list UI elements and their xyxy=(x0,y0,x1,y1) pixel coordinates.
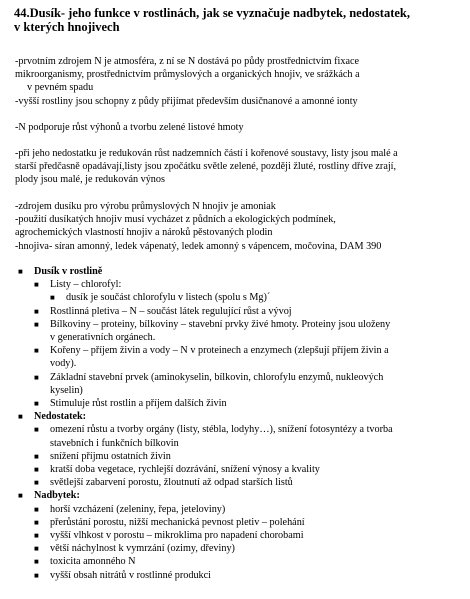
list-item: ■ Listy – chlorofyl: xyxy=(34,279,122,291)
paragraph-nitrogen-sources xyxy=(15,55,460,108)
text-line: plody jsou malé, je redukován výnos xyxy=(15,174,165,186)
section-heading: ■ Nedostatek: xyxy=(18,411,87,423)
bullet-icon: ■ xyxy=(34,280,39,290)
text-line: agrochemických vlastností hnojiv a nároků pěstovaných plodin xyxy=(15,227,273,239)
list-item: ■ světlejší zabarvení porostu, žloutnutí až odpad starších listů xyxy=(34,477,293,489)
bullet-icon: ■ xyxy=(34,517,39,527)
bullet-icon: ■ xyxy=(18,491,23,501)
paragraph-fertilizers xyxy=(15,200,460,253)
list-item: ■ Základní stavební prvek (aminokyselin, bílkovin, chlorofylu enzymů, nukleových kyselin) xyxy=(34,371,384,396)
list-item: ■ omezení růstu a tvorby orgány (listy, stébla, lodyhy…), snížení fotosyntézy a tvorba stavebních i funkčních bílkovin xyxy=(34,424,393,449)
text-line: starší předčasně opadávají,listy jsou zpočátku světle zelené, později žluté, rostliny dříve zrají, xyxy=(15,161,397,173)
text-line: -hnojiva- síran amonný, ledek vápenatý, ledek amonný s vápencem, močovina, DAM 390 xyxy=(15,240,382,252)
text-line: -zdrojem dusíku pro výrobu průmyslových N hnojiv je amoniak xyxy=(15,201,276,212)
bullet-icon: ■ xyxy=(34,425,39,435)
text-line: -N podporuje růst výhonů a tvorbu zelené listové hmoty xyxy=(15,122,244,133)
bullet-icon: ■ xyxy=(34,544,39,554)
text-line: mikroorganismy, prostřednictvím průmyslových a organických hnojiv, ve srážkách a xyxy=(15,69,360,81)
bullet-icon: ■ xyxy=(34,531,39,541)
list-item: ■ snížení příjmu ostatních živin xyxy=(34,450,171,462)
text-line: -prvotním zdrojem N je atmosféra, z ní se N dostává po půdy prostřednictvím fixace xyxy=(15,56,360,67)
text-line: v pevném spadu xyxy=(27,82,94,94)
bullet-icon: ■ xyxy=(34,504,39,514)
list-item: ■ toxicita amonného N xyxy=(34,556,136,568)
text-line: -použití dusíkatých hnojiv musí vycházet z půdních a ekologických podmínek, xyxy=(15,214,336,226)
list-item: ■ přerůstání porostu, nižší mechanická pevnost pletiv – polehání xyxy=(34,516,305,528)
title-line: v kterých hnojivech xyxy=(14,20,120,34)
bullet-icon: ■ xyxy=(34,557,39,567)
bullet-icon: ■ xyxy=(34,306,39,316)
list-item: ■ Stimuluje růst rostlin a příjem dalších živin xyxy=(34,398,227,410)
bullet-icon: ■ xyxy=(34,372,39,382)
bullet-icon: ■ xyxy=(34,346,39,356)
list-item: ■ Bílkoviny – proteiny, bílkoviny – stavební prvky živé hmoty. Proteiny jsou uloženy v generativních orgánech. xyxy=(34,318,391,344)
bullet-icon: ■ xyxy=(18,267,23,276)
text-line: -vyšší rostliny jsou schopny z půdy přijímat především dusičnanové a amonné ionty xyxy=(15,95,358,107)
bullet-icon: ■ xyxy=(34,570,39,580)
section-heading: ■ Nadbytek: xyxy=(18,490,80,502)
bullet-list xyxy=(18,265,468,582)
bullet-icon: ■ xyxy=(34,399,39,409)
title-line: 44.Dusík- jeho funkce v rostlinách, jak se vyznačuje nadbytek, nedostatek, xyxy=(14,6,410,20)
bullet-icon: ■ xyxy=(18,412,23,422)
paragraph-nitrogen-function xyxy=(15,121,460,134)
list-item: ■ vyšší vlhkost v porostu – mikroklima pro napadení chorobami xyxy=(34,530,304,542)
bullet-icon: ■ xyxy=(34,465,39,475)
sub-list-item: ■ dusík je součást chlorofylu v listech (spolu s Mg)´ xyxy=(50,292,271,304)
list-item: ■ větší náchylnost k vymrzání (ozimy, dřeviny) xyxy=(34,543,235,555)
bullet-icon: ■ xyxy=(50,293,55,303)
list-item: ■ horší vzcházení (zeleniny, řepa, jeteloviny) xyxy=(34,503,226,515)
list-item: ■ Kořeny – příjem živin a vody – N v proteinech a enzymech (zlepšují příjem živin a vody). xyxy=(34,345,389,370)
bullet-icon: ■ xyxy=(34,478,39,488)
document-title xyxy=(14,6,454,34)
bullet-icon: ■ xyxy=(34,451,39,461)
list-item: ■ vyšší obsah nitrátů v rostlinné produkci xyxy=(34,569,212,581)
bullet-icon: ■ xyxy=(34,319,39,329)
section-heading: ■ Dusík v rostlině xyxy=(18,266,103,277)
paragraph-nitrogen-deficiency xyxy=(15,147,460,187)
list-item: ■ kratší doba vegetace, rychlejší dozrávání, snížení výnosy a kvality xyxy=(34,464,320,476)
text-line: -při jeho nedostatku je redukován růst nadzemních částí i kořenové soustavy, listy jsou malé a xyxy=(15,148,398,159)
list-item: ■ Rostlinná pletiva – N – součást látek regulující růst a vývoj xyxy=(34,305,292,317)
